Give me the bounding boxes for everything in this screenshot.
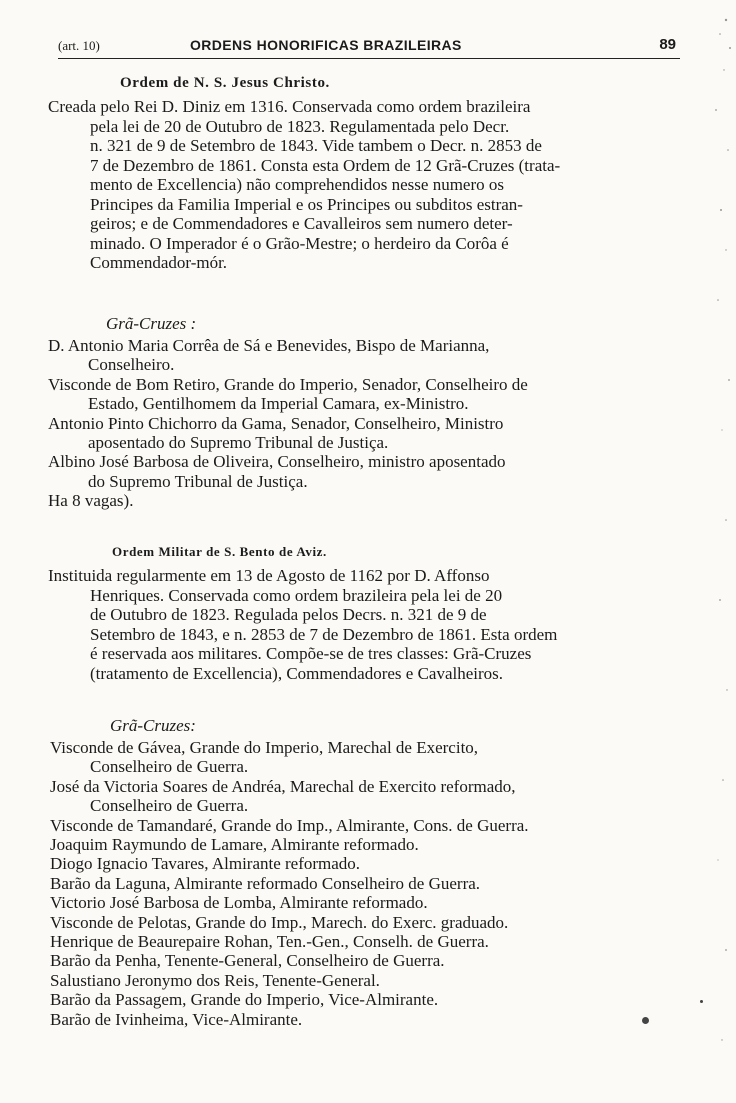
paragraph-line: 7 de Dezembro de 1861. Consta esta Ordem de 12 Grã-Cruzes (trata-	[90, 155, 561, 175]
list-item: Henrique de Beaurepaire Rohan, Ten.-Gen., Conselh. de Guerra.	[50, 932, 489, 952]
page-number: 89	[659, 36, 676, 53]
section-title-christo: Ordem de N. S. Jesus Christo.	[120, 75, 330, 91]
list-item: Antonio Pinto Chichorro da Gama, Senador, Conselheiro, Ministro	[48, 413, 504, 433]
list-item: Diogo Ignacio Tavares, Almirante reformado.	[50, 854, 361, 874]
entries-list-christo	[48, 336, 693, 511]
paragraph-line: Creada pelo Rei D. Diniz em 1316. Conservada como ordem brazileira	[48, 97, 531, 116]
list-item: Victorio José Barbosa de Lomba, Almirante reformado.	[50, 893, 428, 913]
section-title-aviz: Ordem Militar de S. Bento de Aviz.	[112, 544, 327, 559]
running-title: ORDENS HONORIFICAS BRAZILEIRAS	[190, 37, 462, 53]
list-item: Barão da Passagem, Grande do Imperio, Vice-Almirante.	[50, 990, 439, 1010]
list-item: Barão de Ivinheima, Vice-Almirante.	[50, 1009, 303, 1029]
list-item: Joaquim Raymundo de Lamare, Almirante reformado.	[50, 835, 419, 855]
list-item: Visconde de Bom Retiro, Grande do Imperio, Senador, Conselheiro de	[48, 374, 528, 394]
paragraph-line: Principes da Familia Imperial e os Principes ou subditos estran-	[90, 194, 523, 214]
list-item: Conselheiro de Guerra.	[90, 757, 249, 777]
section-paragraph-christo	[48, 97, 690, 273]
paragraph-line: (tratamento de Excellencia), Commendadores e Cavalheiros.	[90, 663, 504, 683]
list-item: aposentado do Supremo Tribunal de Justiça.	[88, 433, 389, 453]
page-edge-noise	[696, 0, 736, 1103]
list-item: Barão da Laguna, Almirante reformado Conselheiro de Guerra.	[50, 873, 481, 893]
list-item: Visconde de Gávea, Grande do Imperio, Marechal de Exercito,	[50, 738, 479, 757]
list-item: Conselheiro de Guerra.	[90, 796, 249, 816]
ink-speck	[642, 1017, 649, 1024]
running-header	[58, 36, 680, 59]
paragraph-line: n. 321 de 9 de Setembro de 1843. Vide tambem o Decr. n. 2853 de	[90, 136, 542, 155]
list-item: Visconde de Pelotas, Grande do Imp., Marech. do Exerc. graduado.	[50, 912, 509, 932]
paragraph-line: geiros; e de Commendadores e Cavalleiros sem numero deter-	[90, 214, 513, 233]
section-paragraph-aviz	[48, 566, 690, 683]
paragraph-line: de Outubro de 1823. Regulada pelos Decrs. n. 321 de 9 de	[90, 605, 487, 624]
list-item: Estado, Gentilhomem da Imperial Camara, ex-Ministro.	[88, 394, 469, 414]
paragraph-line: Commendador-mór.	[90, 253, 228, 272]
subhead-gra-cruzes-christo: Grã-Cruzes :	[106, 314, 197, 333]
subhead-gra-cruzes-aviz: Grã-Cruzes:	[110, 716, 196, 735]
list-item: Barão da Penha, Tenente-General, Conselheiro de Guerra.	[50, 951, 445, 971]
paragraph-line: Instituida regularmente em 13 de Agosto de 1162 por D. Affonso	[48, 566, 490, 585]
entries-list-aviz	[50, 738, 690, 1029]
article-reference: (art. 10)	[58, 38, 100, 53]
list-item: José da Victoria Soares de Andréa, Marechal de Exercito reformado,	[50, 776, 516, 796]
paragraph-line: Setembro de 1843, e n. 2853 de 7 de Dezembro de 1861. Esta ordem	[90, 624, 558, 644]
list-item: Albino José Barbosa de Oliveira, Conselheiro, ministro aposentado	[48, 452, 506, 472]
list-item: do Supremo Tribunal de Justiça.	[88, 471, 308, 491]
list-item: Salustiano Jeronymo dos Reis, Tenente-General.	[50, 970, 380, 990]
paragraph-line: pela lei de 20 de Outubro de 1823. Regulamentada pelo Decr.	[90, 116, 510, 136]
list-item: D. Antonio Maria Corrêa de Sá e Benevides, Bispo de Marianna,	[48, 336, 490, 355]
paragraph-line: Henriques. Conservada como ordem brazileira pela lei de 20	[90, 585, 503, 605]
list-item: Visconde de Tamandaré, Grande do Imp., Almirante, Cons. de Guerra.	[50, 815, 529, 835]
paragraph-line: mento de Excellencia) não comprehendidos nesse numero os	[90, 175, 505, 194]
list-item: Ha 8 vagas).	[48, 491, 134, 511]
paragraph-line: é reservada aos militares. Compõe-se de tres classes: Grã-Cruzes	[90, 644, 532, 663]
list-item: Conselheiro.	[88, 355, 175, 375]
paragraph-line: minado. O Imperador é o Grão-Mestre; o herdeiro da Corôa é	[90, 233, 509, 253]
